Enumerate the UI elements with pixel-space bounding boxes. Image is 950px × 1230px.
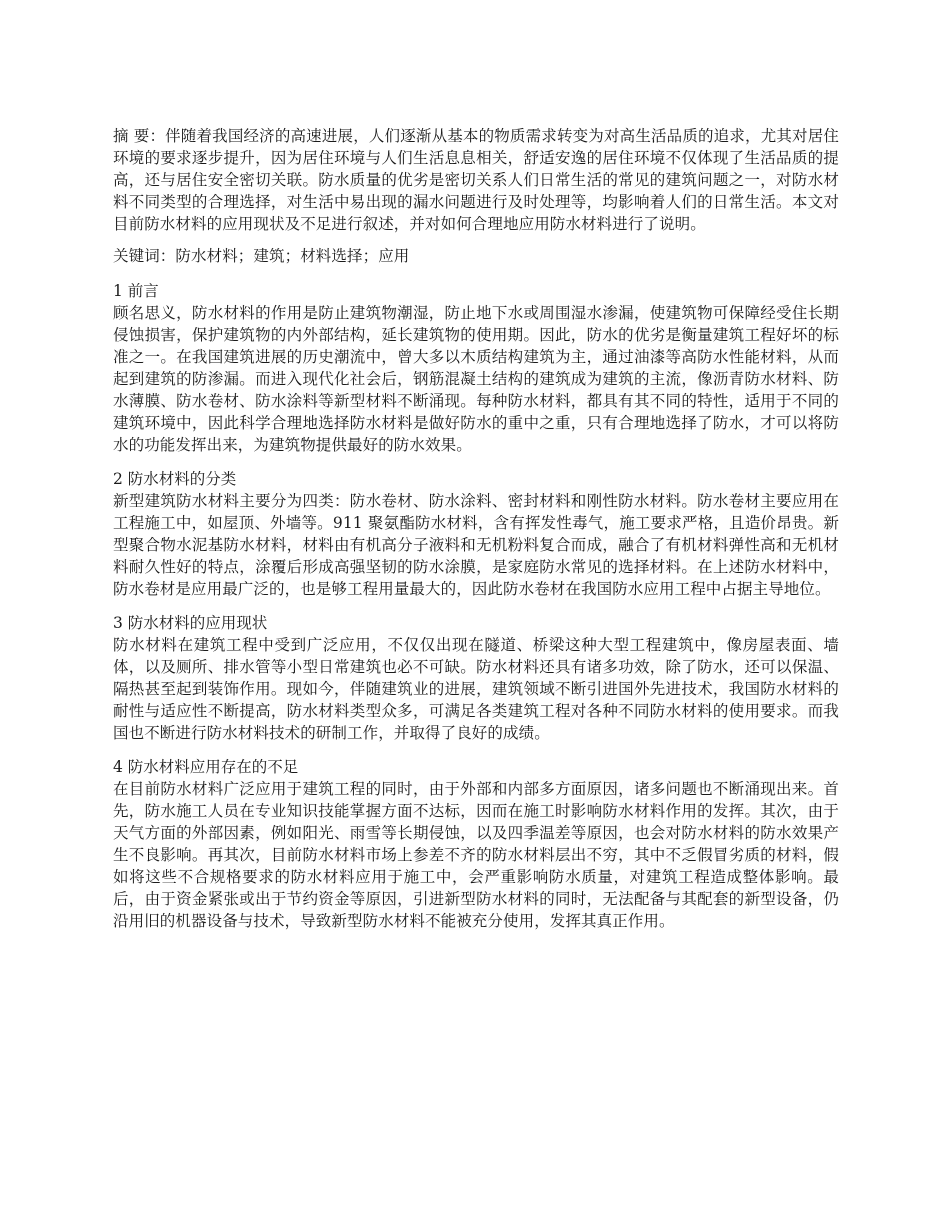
section-heading-4: 4 防水材料应用存在的不足: [113, 758, 299, 776]
abstract-label: 摘 要：: [113, 127, 166, 145]
section-body-2: 新型建筑防水材料主要分为四类：防水卷材、防水涂料、密封材料和刚性防水材料。防水卷材主要应用在工程施工中，如屋顶、外墙等。911 聚氨酯防水材料，含有挥发性毒气，施工要求严格，且造价昂贵。新型聚合物水泥基防水材料，材料由有机高分子液料和无机粉料复合而成，融合了有机材料弹性高和无机材料耐久性好的特点，涂覆后形成高强坚韧的防水涂膜，是家庭防水常见的选择材料。在上述防水材料中，防水卷材是应用最广泛的，也是够工程用量最大的，因此防水卷材在我国防水应用工程中占据主导地位。: [113, 492, 839, 598]
section-heading-3: 3 防水材料的应用现状: [113, 614, 268, 632]
keywords-line: [113, 245, 839, 267]
section-heading-2: 2 防水材料的分类: [113, 470, 237, 488]
section-body-4: 在目前防水材料广泛应用于建筑工程的同时，由于外部和内部多方面原因，诸多问题也不断涌现出来。首先，防水施工人员在专业知识技能掌握方面不达标，因而在施工时影响防水材料作用的发挥。其次，由于天气方面的外部因素，例如阳光、雨雪等长期侵蚀，以及四季温差等原因，也会对防水材料的防水效果产生不良影响。再其次，目前防水材料市场上参差不齐的防水材料层出不穷，其中不乏假冒劣质的材料，假如将这些不合规格要求的防水材料应用于施工中，会严重影响防水质量，对建筑工程造成整体影响。最后，由于资金紧张或出于节约资金等原因，引进新型防水材料的同时，无法配备与其配套的新型设备，仍沿用旧的机器设备与技术，导致新型防水材料不能被充分使用，发挥其真正作用。: [113, 780, 839, 930]
section-body-3: 防水材料在建筑工程中受到广泛应用，不仅仅出现在隧道、桥梁这种大型工程建筑中，像房屋表面、墙体，以及厕所、排水管等小型日常建筑也必不可缺。防水材料还具有诸多功效，除了防水，还可以保温、隔热甚至起到装饰作用。现如今，伴随建筑业的进展，建筑领域不断引进国外先进技术，我国防水材料的耐性与适应性不断提高，防水材料类型众多，可满足各类建筑工程对各种不同防水材料的使用要求。而我国也不断进行防水材料技术的研制工作，并取得了良好的成绩。: [113, 636, 839, 742]
section-body-1: 顾名思义，防水材料的作用是防止建筑物潮湿，防止地下水或周围湿水渗漏，使建筑物可保障经受住长期侵蚀损害，保护建筑物的内外部结构，延长建筑物的使用期。因此，防水的优劣是衡量建筑工程好坏的标准之一。在我国建筑进展的历史潮流中，曾大多以木质结构建筑为主，通过油漆等高防水性能材料，从而起到建筑的防渗漏。而进入现代化社会后，钢筋混凝土结构的建筑成为建筑的主流，像沥青防水材料、防水薄膜、防水卷材、防水涂料等新型材料不断涌现。每种防水材料，都具有其不同的特性，适用于不同的建筑环境中，因此科学合理地选择防水材料是做好防水的重中之重，只有合理地选择了防水，才可以将防水的功能发挥出来，为建筑物提供最好的防水效果。: [113, 304, 839, 454]
section-heading-1: 1 前言: [113, 282, 159, 300]
abstract-paragraph: [113, 125, 839, 235]
keywords-label: 关键词：: [113, 247, 176, 265]
keywords-text: 防水材料；建筑；材料选择；应用: [175, 247, 410, 265]
document-page: [113, 125, 839, 932]
abstract-text: 伴随着我国经济的高速进展，人们逐渐从基本的物质需求转变为对高生活品质的追求，尤其对居住环境的要求逐步提升，因为居住环境与人们生活息息相关，舒适安逸的居住环境不仅体现了生活品质的提高，还与居住安全密切关联。防水质量的优劣是密切关系人们日常生活的常见的建筑问题之一，对防水材料不同类型的合理选择，对生活中易出现的漏水问题进行及时处理等，均影响着人们的日常生活。本文对目前防水材料的应用现状及不足进行叙述，并对如何合理地应用防水材料进行了说明。: [113, 127, 839, 233]
